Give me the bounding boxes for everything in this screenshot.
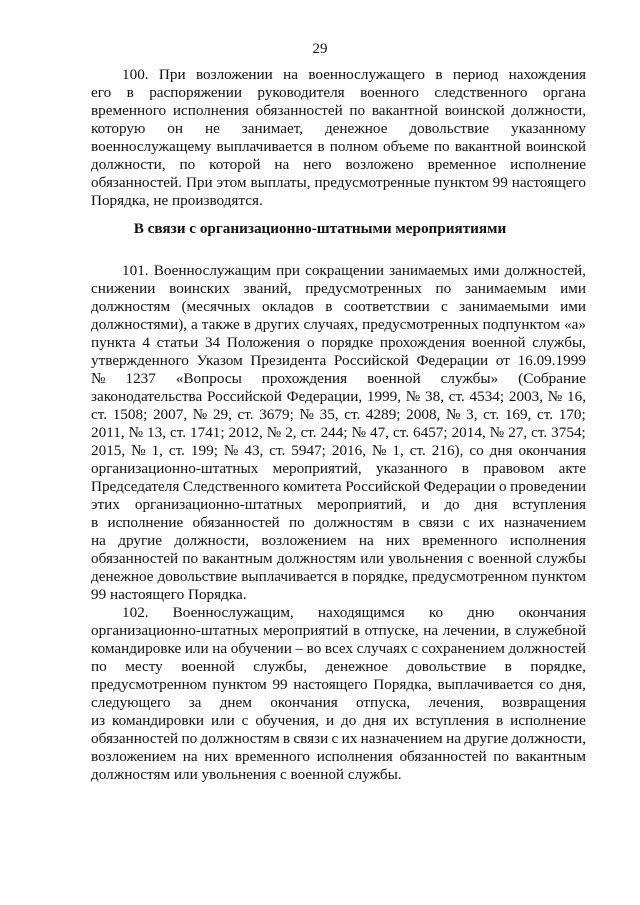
section-heading: В связи с организационно-штатными мероприятиями xyxy=(133,220,507,237)
text-line: обязанностей по вакантным должностям или увольнения с военной службы xyxy=(91,550,586,567)
text-line: снижении воинских званий, предусмотренных по занимаемым ими xyxy=(91,280,586,297)
text-line: возложением на них временного исполнения обязанностей по вакантным xyxy=(91,748,586,765)
text-line: денежное довольствие выплачивается в порядке, предусмотренном пунктом xyxy=(91,568,586,585)
text-line: Порядка, не производятся. xyxy=(91,192,263,209)
text-line: из командировки или с обучения, и до дня их вступления в исполнение xyxy=(91,712,586,729)
text-line: пункта 4 статьи 34 Положения о порядке прохождения военной службы, xyxy=(91,334,586,351)
text-line: организационно-штатных мероприятий в отпуске, на лечении, в служебной xyxy=(91,622,586,639)
text-line: по месту военной службы, денежное довольствие в порядке, xyxy=(91,658,586,675)
text-line: на другие должности, возложением на них временного исполнения xyxy=(91,532,586,549)
text-line: 2011, № 13, ст. 1741; 2012, № 2, ст. 244; № 47, ст. 6457; 2014, № 27, ст. 3754; xyxy=(91,424,586,441)
text-line: должностями), а также в других случаях, предусмотренных подпунктом «а» xyxy=(91,316,586,333)
text-line: в исполнение обязанностей по должностям в связи с их назначением xyxy=(91,514,586,531)
text-line: 101. Военнослужащим при сокращении занимаемых ими должностей, xyxy=(122,262,586,279)
text-line: утвержденного Указом Президента Российской Федерации от 16.09.1999 xyxy=(91,352,586,369)
text-line: его в распоряжении руководителя военного следственного органа xyxy=(91,84,586,101)
text-line: предусмотренном пунктом 99 настоящего Порядка, выплачивается со дня, xyxy=(91,676,586,693)
text-line: военнослужащему выплачивается в полном объеме по вакантной воинской xyxy=(91,138,586,155)
text-line: которую он не занимает, денежное довольствие указанному xyxy=(91,120,586,137)
text-line: ст. 1508; 2007, № 29, ст. 3679; № 35, ст. 4289; 2008, № 3, ст. 169, ст. 170; xyxy=(91,406,586,423)
text-line: следующего за днем окончания отпуска, лечения, возвращения xyxy=(91,694,586,711)
text-line: командировке или на обучении – во всех случаях с сохранением должностей xyxy=(91,640,586,657)
text-line: должностям или увольнения с военной службы. xyxy=(91,766,402,783)
text-line: 102. Военнослужащим, находящимся ко дню окончания xyxy=(122,604,586,621)
text-line: временного исполнения обязанностей по вакантной воинской должности, xyxy=(91,102,586,119)
text-line: 99 настоящего Порядка. xyxy=(91,586,247,603)
text-line: законодательства Российской Федерации, 1999, № 38, ст. 4534; 2003, № 16, xyxy=(91,388,586,405)
text-line: обязанностей по должностям в связи с их назначением на другие должности, xyxy=(91,730,586,747)
text-line: Председателя Следственного комитета Российской Федерации о проведении xyxy=(91,478,586,495)
text-line: этих организационно-штатных мероприятий, и до дня вступления xyxy=(91,496,586,513)
text-line: 2015, № 1, ст. 199; № 43, ст. 5947; 2016, № 1, ст. 216), со дня окончания xyxy=(91,442,586,459)
text-line: организационно-штатных мероприятий, указанного в правовом акте xyxy=(91,460,586,477)
text-line: должности, по которой на него возложено временное исполнение xyxy=(91,156,586,173)
text-line: № 1237 «Вопросы прохождения военной службы» (Собрание xyxy=(91,370,586,387)
text-line: должностям (месячных окладов в соответствии с занимаемыми ими xyxy=(91,298,586,315)
text-line: обязанностей. При этом выплаты, предусмотренные пунктом 99 настоящего xyxy=(91,174,586,191)
page-number: 29 xyxy=(312,41,328,57)
text-line: 100. При возложении на военнослужащего в период нахождения xyxy=(122,66,586,83)
